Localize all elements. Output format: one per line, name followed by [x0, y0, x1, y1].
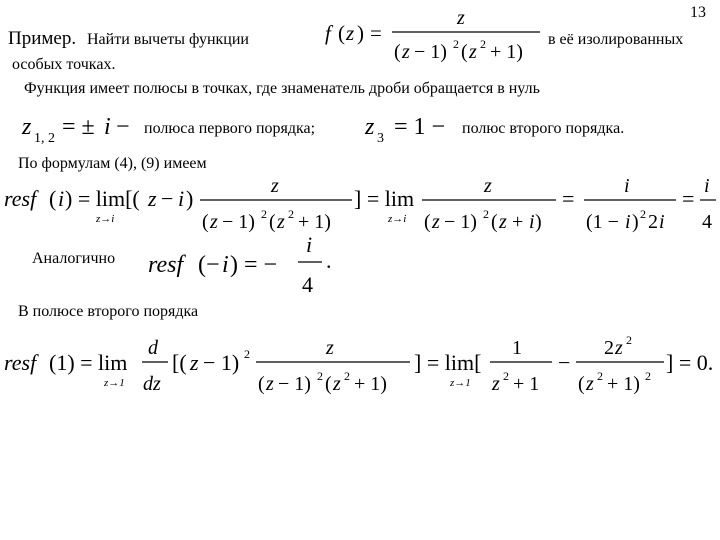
svg-text:z→i: z→i	[96, 213, 115, 225]
svg-text:(: (	[258, 373, 265, 395]
svg-text:2: 2	[244, 347, 250, 361]
svg-text:z: z	[402, 41, 410, 63]
task-line-2: особых точках.	[12, 56, 116, 73]
svg-text:+ 1: + 1	[513, 373, 540, 395]
svg-text:2: 2	[261, 207, 267, 221]
svg-text:[(: [(	[172, 350, 187, 375]
svg-text:z: z	[484, 175, 492, 197]
svg-text:(−: (−	[198, 252, 220, 278]
svg-text:z: z	[615, 337, 623, 359]
svg-text:(: (	[202, 211, 209, 233]
svg-text:= ±: = ±	[62, 114, 95, 140]
svg-text:i: i	[104, 114, 111, 140]
svg-text:z: z	[333, 373, 341, 395]
svg-text:2: 2	[604, 337, 614, 359]
svg-text:3: 3	[377, 131, 384, 146]
svg-text:): )	[535, 211, 542, 233]
svg-text:− 1): − 1)	[203, 350, 240, 375]
svg-text:2: 2	[640, 207, 646, 221]
svg-text:2: 2	[480, 37, 486, 51]
svg-text:+: +	[512, 211, 524, 233]
svg-text:=: =	[682, 186, 695, 211]
svg-text:dz: dz	[143, 373, 161, 395]
svg-text:(1) = lim: (1) = lim	[49, 350, 128, 375]
svg-text:] = lim[: ] = lim[	[414, 350, 482, 375]
svg-text:] = 0.: ] = 0.	[666, 350, 714, 375]
svg-text:z: z	[499, 211, 507, 233]
svg-text:= 1 −: = 1 −	[394, 114, 446, 140]
svg-text:+ 1): + 1)	[354, 373, 387, 395]
residue-at-i	[4, 175, 716, 233]
svg-text:(: (	[461, 41, 468, 63]
svg-text:z: z	[346, 21, 355, 45]
svg-text:− 1): − 1)	[444, 211, 477, 233]
svg-text:(1 −: (1 −	[586, 211, 619, 233]
svg-text:f: f	[325, 21, 331, 45]
svg-text:z: z	[326, 337, 334, 359]
svg-text:−: −	[558, 350, 571, 375]
svg-text:resf: resf	[4, 350, 37, 375]
svg-text:(: (	[49, 186, 57, 211]
second-order-pole-text: В полюсе второго порядка	[18, 303, 199, 320]
svg-text:i: i	[306, 232, 313, 257]
svg-text:z: z	[469, 41, 477, 63]
svg-text:+ 1): + 1)	[298, 211, 331, 233]
svg-text:1: 1	[512, 337, 522, 359]
svg-text:i: i	[659, 211, 665, 233]
svg-text:− 1): − 1)	[278, 373, 311, 395]
svg-text:(: (	[578, 373, 585, 395]
analogously-text: Аналогично	[32, 250, 116, 267]
svg-text:(: (	[338, 21, 345, 45]
svg-text:z→1: z→1	[104, 377, 125, 389]
svg-text:−: −	[161, 186, 174, 211]
svg-text:): )	[357, 21, 364, 45]
task-text: Найти вычеты функции	[87, 31, 249, 48]
svg-text:1, 2: 1, 2	[34, 131, 55, 146]
svg-text:2: 2	[597, 369, 603, 383]
svg-text:2: 2	[503, 369, 509, 383]
svg-text:z: z	[432, 211, 440, 233]
svg-text:(: (	[269, 211, 276, 233]
svg-text:2: 2	[648, 211, 658, 233]
first-order-text: полюса первого порядка;	[144, 120, 316, 137]
svg-text:=: =	[562, 186, 575, 211]
svg-text:z→1: z→1	[450, 377, 471, 389]
svg-text:i: i	[178, 186, 185, 211]
svg-text:z: z	[365, 114, 375, 140]
by-formulas-text: По формулам (4), (9) имеем	[18, 155, 207, 172]
svg-text:resf: resf	[4, 186, 37, 211]
svg-text:z→i: z→i	[388, 213, 407, 225]
residue-at-minus-i	[148, 232, 332, 297]
task-tail-text: в её изолированных	[548, 31, 684, 48]
svg-text:.: .	[326, 248, 332, 273]
svg-text:(: (	[491, 211, 498, 233]
svg-text:i: i	[222, 252, 229, 278]
svg-text:+ 1): + 1)	[607, 373, 640, 395]
svg-text:2: 2	[645, 369, 651, 383]
svg-text:2: 2	[626, 333, 632, 347]
svg-text:i: i	[529, 211, 535, 233]
poles-formula	[21, 114, 445, 146]
svg-text:2: 2	[483, 207, 489, 221]
svg-text:z: z	[22, 114, 32, 140]
svg-text:i: i	[625, 211, 631, 233]
svg-text:z: z	[586, 373, 594, 395]
svg-text:i: i	[624, 175, 630, 197]
svg-text:2: 2	[453, 37, 459, 51]
svg-text:z: z	[190, 350, 199, 375]
svg-text:) = lim[(: ) = lim[(	[65, 186, 140, 211]
svg-text:− 1): − 1)	[222, 211, 255, 233]
svg-text:=: =	[370, 21, 382, 45]
svg-text:(: (	[394, 41, 401, 63]
svg-text:z: z	[277, 211, 285, 233]
svg-text:4: 4	[702, 211, 712, 233]
svg-text:): )	[632, 211, 639, 233]
svg-text:2: 2	[288, 207, 294, 221]
svg-text:d: d	[148, 337, 158, 359]
svg-text:+ 1): + 1)	[490, 41, 523, 63]
svg-text:z: z	[210, 211, 218, 233]
svg-text:z: z	[492, 373, 500, 395]
svg-text:z: z	[148, 186, 157, 211]
svg-text:) = −: ) = −	[230, 252, 278, 278]
function-definition	[325, 7, 540, 63]
example-label: Пример.	[8, 28, 77, 49]
svg-text:−: −	[116, 114, 130, 140]
svg-text:z: z	[457, 7, 465, 29]
page-number: 13	[690, 4, 706, 21]
residue-at-1	[4, 333, 713, 395]
poles-paragraph: Функция имеет полюсы в точках, где знаменатель дроби обращается в нуль	[24, 80, 540, 97]
svg-text:i: i	[704, 175, 710, 197]
svg-text:(: (	[325, 373, 332, 395]
svg-text:i: i	[58, 186, 65, 211]
svg-text:(: (	[424, 211, 431, 233]
svg-text:resf: resf	[148, 252, 184, 278]
svg-text:2: 2	[317, 369, 323, 383]
svg-text:2: 2	[344, 369, 350, 383]
svg-text:z: z	[266, 373, 274, 395]
svg-text:4: 4	[302, 272, 313, 297]
svg-text:z: z	[271, 175, 279, 197]
second-order-text: полюс второго порядка.	[462, 120, 625, 137]
svg-text:): )	[186, 186, 194, 211]
svg-text:− 1): − 1)	[414, 41, 447, 63]
svg-text:] = lim: ] = lim	[354, 186, 415, 211]
